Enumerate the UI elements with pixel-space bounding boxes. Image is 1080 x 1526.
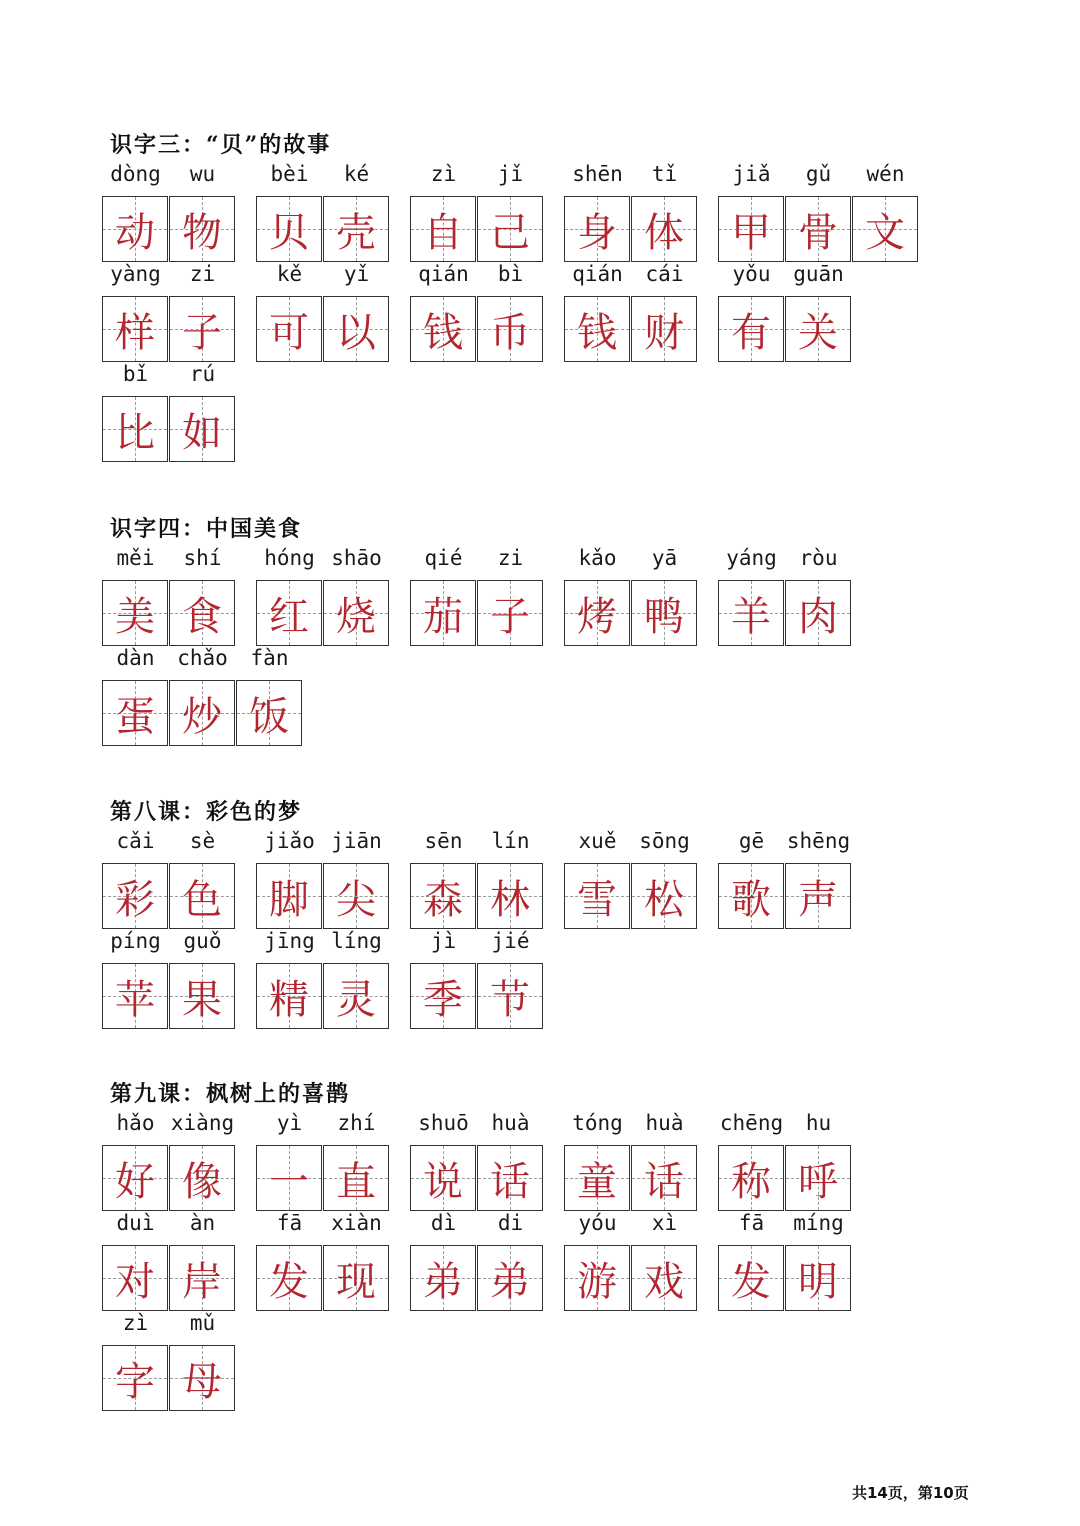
hanzi-character: 岸 xyxy=(182,1258,222,1305)
word-row xyxy=(102,646,1002,746)
tianzige-cell xyxy=(785,1245,851,1311)
tianzige-cell xyxy=(410,1245,476,1311)
pinyin-label: qián xyxy=(572,262,623,286)
tianzige-cell xyxy=(323,296,389,362)
tianzige-cell xyxy=(256,863,322,929)
pinyin-label: wu xyxy=(189,162,216,186)
pinyin-label: lín xyxy=(491,829,530,853)
pinyin-label: hóng xyxy=(264,546,315,570)
hanzi-character: 如 xyxy=(182,409,222,456)
tianzige-cell xyxy=(102,580,168,646)
hanzi-character: 甲 xyxy=(731,209,771,256)
tianzige-cell xyxy=(785,580,851,646)
hanzi-character: 币 xyxy=(490,309,530,356)
hanzi-character: 体 xyxy=(644,209,684,256)
pinyin-label: jiān xyxy=(331,829,382,853)
hanzi-character: 话 xyxy=(490,1158,530,1205)
tianzige-cell xyxy=(169,396,235,462)
tianzige-cell xyxy=(477,863,543,929)
tianzige-cell xyxy=(477,580,543,646)
tianzige-cell xyxy=(169,863,235,929)
tianzige-cell xyxy=(169,1245,235,1311)
tianzige-cell xyxy=(718,296,784,362)
pinyin-label: dòng xyxy=(110,162,161,186)
tianzige-cell xyxy=(852,196,918,262)
pinyin-label: jiǎo xyxy=(264,829,315,853)
hanzi-character: 自 xyxy=(423,209,463,256)
pinyin-label: shēng xyxy=(786,829,851,853)
pinyin-label: shēn xyxy=(572,162,623,186)
hanzi-character: 果 xyxy=(182,976,222,1023)
tianzige-cell xyxy=(410,196,476,262)
tianzige-cell xyxy=(102,1245,168,1311)
hanzi-character: 食 xyxy=(182,593,222,640)
hanzi-character: 可 xyxy=(269,309,309,356)
pinyin-label: jiǎ xyxy=(732,162,771,186)
tianzige-cell xyxy=(718,580,784,646)
tianzige-cell xyxy=(410,1145,476,1211)
hanzi-character: 灵 xyxy=(336,976,376,1023)
hanzi-character: 物 xyxy=(182,209,222,256)
pinyin-label: líng xyxy=(331,929,382,953)
tianzige-cell xyxy=(718,1145,784,1211)
tianzige-cell xyxy=(477,1145,543,1211)
hanzi-character: 发 xyxy=(731,1258,771,1305)
hanzi-character: 彩 xyxy=(115,876,155,923)
tianzige-cell xyxy=(323,963,389,1029)
hanzi-character: 蛋 xyxy=(115,693,155,740)
hanzi-character: 鸭 xyxy=(644,593,684,640)
pinyin-label: yáng xyxy=(726,546,777,570)
pinyin-label: yā xyxy=(651,546,678,570)
hanzi-character: 字 xyxy=(115,1358,155,1405)
hanzi-character: 己 xyxy=(490,209,530,256)
section-title: 识字四：中国美食 xyxy=(110,516,303,542)
hanzi-character: 子 xyxy=(182,309,222,356)
tianzige-cell xyxy=(169,680,235,746)
word-row xyxy=(102,829,1002,929)
tianzige-cell xyxy=(718,196,784,262)
hanzi-character: 有 xyxy=(731,309,771,356)
word-row xyxy=(102,362,1002,462)
word-row xyxy=(102,929,1002,1029)
section-title: 第八课：彩色的梦 xyxy=(110,799,303,825)
pinyin-label: hu xyxy=(805,1111,832,1135)
word-row xyxy=(102,1311,1002,1411)
pinyin-label: zì xyxy=(122,1311,149,1335)
pinyin-label: bèi xyxy=(270,162,309,186)
pinyin-label: shāo xyxy=(331,546,382,570)
tianzige-cell xyxy=(631,1245,697,1311)
hanzi-character: 歌 xyxy=(731,876,771,923)
hanzi-character: 呼 xyxy=(798,1158,838,1205)
pinyin-label: jīng xyxy=(264,929,315,953)
tianzige-cell xyxy=(718,1245,784,1311)
pinyin-label: hǎo xyxy=(116,1111,155,1135)
pinyin-label: fàn xyxy=(250,646,289,670)
hanzi-character: 羊 xyxy=(731,593,771,640)
hanzi-character: 弟 xyxy=(423,1258,463,1305)
tianzige-cell xyxy=(169,196,235,262)
hanzi-character: 发 xyxy=(269,1258,309,1305)
word-row xyxy=(102,162,1002,262)
hanzi-character: 尖 xyxy=(336,876,376,923)
hanzi-character: 像 xyxy=(182,1158,222,1205)
pinyin-label: ròu xyxy=(799,546,838,570)
tianzige-cell xyxy=(323,580,389,646)
tianzige-cell xyxy=(477,296,543,362)
hanzi-character: 动 xyxy=(115,209,155,256)
hanzi-character: 钱 xyxy=(423,309,463,356)
pinyin-label: shuō xyxy=(418,1111,469,1135)
pinyin-label: kě xyxy=(276,262,303,286)
pinyin-label: dàn xyxy=(116,646,155,670)
tianzige-cell xyxy=(169,296,235,362)
tianzige-cell xyxy=(256,1245,322,1311)
hanzi-character: 弟 xyxy=(490,1258,530,1305)
pinyin-label: jì xyxy=(430,929,457,953)
tianzige-cell xyxy=(102,963,168,1029)
tianzige-cell xyxy=(785,196,851,262)
tianzige-cell xyxy=(564,196,630,262)
hanzi-character: 骨 xyxy=(798,209,838,256)
pinyin-label: mǔ xyxy=(189,1311,216,1335)
tianzige-cell xyxy=(564,1245,630,1311)
pinyin-label: cǎi xyxy=(116,829,155,853)
tianzige-cell xyxy=(631,296,697,362)
pinyin-label: guǒ xyxy=(183,929,222,953)
tianzige-cell xyxy=(256,580,322,646)
hanzi-character: 森 xyxy=(423,876,463,923)
pinyin-label: ké xyxy=(343,162,370,186)
hanzi-character: 钱 xyxy=(577,309,617,356)
hanzi-character: 戏 xyxy=(644,1258,684,1305)
hanzi-character: 直 xyxy=(336,1158,376,1205)
pinyin-label: bì xyxy=(497,262,524,286)
tianzige-cell xyxy=(102,396,168,462)
tianzige-cell xyxy=(631,196,697,262)
hanzi-character: 炒 xyxy=(182,693,222,740)
hanzi-character: 关 xyxy=(798,309,838,356)
hanzi-character: 松 xyxy=(644,876,684,923)
word-row xyxy=(102,1111,1002,1211)
pinyin-label: kǎo xyxy=(578,546,617,570)
tianzige-cell xyxy=(169,963,235,1029)
pinyin-label: bǐ xyxy=(122,362,149,386)
pinyin-label: yì xyxy=(276,1111,303,1135)
hanzi-character: 脚 xyxy=(269,876,309,923)
word-row xyxy=(102,1211,1002,1311)
pinyin-label: míng xyxy=(793,1211,844,1235)
tianzige-cell xyxy=(169,580,235,646)
pinyin-label: duì xyxy=(116,1211,155,1235)
section-title: 第九课：枫树上的喜鹊 xyxy=(110,1081,351,1107)
tianzige-cell xyxy=(323,1245,389,1311)
hanzi-character: 现 xyxy=(336,1258,376,1305)
section-title: 识字三：“贝”的故事 xyxy=(110,132,332,158)
pinyin-label: xì xyxy=(651,1211,678,1235)
hanzi-character: 肉 xyxy=(798,593,838,640)
pinyin-label: yǐ xyxy=(343,262,370,286)
tianzige-cell xyxy=(410,580,476,646)
tianzige-cell xyxy=(785,296,851,362)
tianzige-cell xyxy=(102,1145,168,1211)
tianzige-cell xyxy=(102,680,168,746)
hanzi-character: 苹 xyxy=(115,976,155,1023)
pinyin-label: huà xyxy=(491,1111,530,1135)
pinyin-label: yàng xyxy=(110,262,161,286)
hanzi-character: 对 xyxy=(115,1258,155,1305)
pinyin-label: shí xyxy=(183,546,222,570)
pinyin-label: sēn xyxy=(424,829,463,853)
hanzi-character: 色 xyxy=(182,876,222,923)
tianzige-cell xyxy=(718,863,784,929)
word-row xyxy=(102,546,1002,646)
pinyin-label: fā xyxy=(276,1211,303,1235)
tianzige-cell xyxy=(631,1145,697,1211)
pinyin-label: dì xyxy=(430,1211,457,1235)
tianzige-cell xyxy=(102,1345,168,1411)
pinyin-label: yǒu xyxy=(732,262,771,286)
tianzige-cell xyxy=(410,296,476,362)
hanzi-character: 声 xyxy=(798,876,838,923)
tianzige-cell xyxy=(323,863,389,929)
hanzi-character: 比 xyxy=(115,409,155,456)
pinyin-label: sōng xyxy=(639,829,690,853)
word-row xyxy=(102,262,1002,362)
pinyin-label: qián xyxy=(418,262,469,286)
tianzige-cell xyxy=(477,196,543,262)
pinyin-label: wén xyxy=(866,162,905,186)
pinyin-label: gǔ xyxy=(805,162,832,186)
hanzi-character: 说 xyxy=(423,1158,463,1205)
tianzige-cell xyxy=(410,863,476,929)
pinyin-label: zì xyxy=(430,162,457,186)
pinyin-label: di xyxy=(497,1211,524,1235)
tianzige-cell xyxy=(102,196,168,262)
hanzi-character: 话 xyxy=(644,1158,684,1205)
tianzige-cell xyxy=(102,863,168,929)
pinyin-label: píng xyxy=(110,929,161,953)
hanzi-character: 好 xyxy=(115,1158,155,1205)
tianzige-cell xyxy=(564,863,630,929)
hanzi-character: 明 xyxy=(798,1258,838,1305)
hanzi-character: 母 xyxy=(182,1358,222,1405)
pinyin-label: fā xyxy=(738,1211,765,1235)
hanzi-character: 节 xyxy=(490,976,530,1023)
pinyin-label: tóng xyxy=(572,1111,623,1135)
pinyin-label: chēng xyxy=(719,1111,784,1135)
tianzige-cell xyxy=(564,296,630,362)
hanzi-character: 样 xyxy=(115,309,155,356)
hanzi-character: 林 xyxy=(490,876,530,923)
tianzige-cell xyxy=(564,580,630,646)
hanzi-character: 称 xyxy=(731,1158,771,1205)
hanzi-character: 茄 xyxy=(423,593,463,640)
pinyin-label: sè xyxy=(189,829,216,853)
hanzi-character: 季 xyxy=(423,976,463,1023)
hanzi-character: 贝 xyxy=(269,209,309,256)
hanzi-character: 文 xyxy=(865,209,905,256)
tianzige-cell xyxy=(564,1145,630,1211)
tianzige-cell xyxy=(169,1345,235,1411)
pinyin-label: xuě xyxy=(578,829,617,853)
pinyin-label: zi xyxy=(189,262,216,286)
hanzi-character: 子 xyxy=(490,593,530,640)
pinyin-label: gē xyxy=(738,829,765,853)
pinyin-label: huà xyxy=(645,1111,684,1135)
pinyin-label: qié xyxy=(424,546,463,570)
tianzige-cell xyxy=(102,296,168,362)
hanzi-character: 烧 xyxy=(336,593,376,640)
hanzi-character: 饭 xyxy=(249,693,289,740)
tianzige-cell xyxy=(256,963,322,1029)
tianzige-cell xyxy=(256,296,322,362)
pinyin-label: rú xyxy=(189,362,216,386)
pinyin-label: àn xyxy=(189,1211,216,1235)
hanzi-character: 一 xyxy=(269,1158,309,1205)
tianzige-cell xyxy=(169,1145,235,1211)
tianzige-cell xyxy=(323,196,389,262)
hanzi-character: 壳 xyxy=(336,209,376,256)
pinyin-label: cái xyxy=(645,262,684,286)
tianzige-cell xyxy=(631,863,697,929)
hanzi-character: 雪 xyxy=(577,876,617,923)
pinyin-label: guān xyxy=(793,262,844,286)
page-number: 共14页，第10页 xyxy=(852,1484,969,1502)
tianzige-cell xyxy=(785,1145,851,1211)
tianzige-cell xyxy=(236,680,302,746)
hanzi-character: 美 xyxy=(115,593,155,640)
pinyin-label: tǐ xyxy=(651,162,678,186)
hanzi-character: 游 xyxy=(577,1258,617,1305)
tianzige-cell xyxy=(785,863,851,929)
hanzi-character: 身 xyxy=(577,209,617,256)
pinyin-label: xiàng xyxy=(170,1111,235,1135)
tianzige-cell xyxy=(410,963,476,1029)
hanzi-character: 以 xyxy=(336,309,376,356)
pinyin-label: yóu xyxy=(578,1211,617,1235)
tianzige-cell xyxy=(256,196,322,262)
tianzige-cell xyxy=(323,1145,389,1211)
tianzige-cell xyxy=(631,580,697,646)
pinyin-label: jǐ xyxy=(497,162,524,186)
pinyin-label: zhí xyxy=(337,1111,376,1135)
pinyin-label: jié xyxy=(491,929,530,953)
tianzige-cell xyxy=(477,963,543,1029)
pinyin-label: xiàn xyxy=(331,1211,382,1235)
hanzi-character: 财 xyxy=(644,309,684,356)
hanzi-character: 童 xyxy=(577,1158,617,1205)
pinyin-label: chǎo xyxy=(177,646,228,670)
pinyin-label: měi xyxy=(116,546,155,570)
hanzi-character: 烤 xyxy=(577,593,617,640)
tianzige-cell xyxy=(477,1245,543,1311)
pinyin-label: zi xyxy=(497,546,524,570)
hanzi-character: 红 xyxy=(269,593,309,640)
hanzi-character: 精 xyxy=(269,976,309,1023)
tianzige-cell xyxy=(256,1145,322,1211)
